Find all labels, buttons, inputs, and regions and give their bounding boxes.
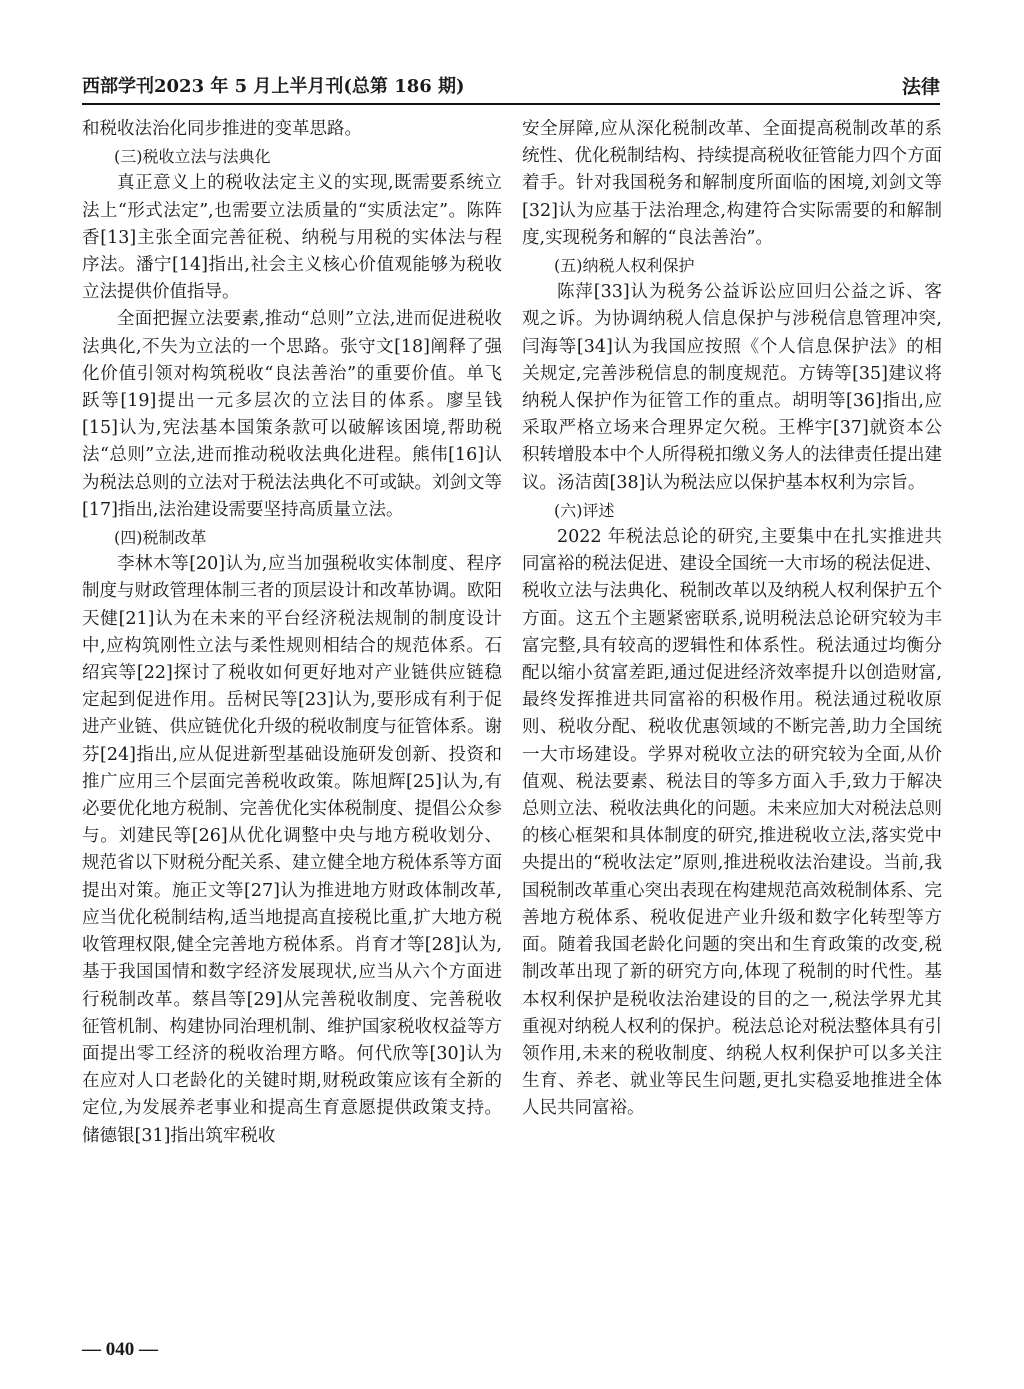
section-heading-6: (六)评述 (554, 500, 615, 520)
section-heading-4: (四)税制改革 (114, 528, 207, 548)
paragraph: 全面把握立法要素,推动“总则”立法,进而促进税收法典化,不失为立法的一个思路。张守文[18]阐释了强化价值引领对构筑税收“良法善治”的重要价值。单飞跃等[19]提出一元多层次的立法目的体系。廖呈钱[15]认为,宪法基本国策条款可以破解该困境,帮助税法“总则”立法,进而推动税收法典化进程。熊伟[16]认为税法总则的立法对于税法法典化不可或缺。刘剑文等[17]指出,法治建设需要坚持高质量立法。 (82, 309, 502, 520)
paragraph: 陈萍[33]认为税务公益诉讼应回归公益之诉、客观之诉。为协调纳税人信息保护与涉税信息管理冲突,闫海等[34]认为我国应按照《个人信息保护法》的相关规定,完善涉税信息的制度规范。方铸等[35]建议将纳税人保护作为征管工作的重点。胡明等[36]指出,应采取严格立场来合理界定欠税。王桦宇[37]就资本公积转增股本中个人所得税扣缴义务人的法律责任提出建议。汤洁茵[38]认为税法应以保护基本权利为宗旨。 (522, 282, 942, 493)
section-label: 法律 (901, 76, 940, 98)
page-number: — 040 — (82, 1339, 158, 1360)
paragraph: 真正意义上的税收法定主义的实现,既需要系统立法上“形式法定”,也需要立法质量的“实质法定”。陈阵香[13]主张全面完善征税、纳税与用税的实体法与程序法。潘宁[14]指出,社会主义核心价值观能够为税收立法提供价值指导。 (82, 173, 502, 303)
left-column (82, 116, 502, 1150)
running-header (82, 70, 940, 104)
right-column (522, 116, 942, 1123)
section-heading-3: (三)税收立法与法典化 (114, 147, 271, 167)
header-rule (82, 103, 940, 105)
paragraph: 和税收法治化同步推进的变革思路。 (82, 119, 362, 139)
journal-title: 西部学刊2023 年 5 月上半月刊(总第 186 期) (82, 76, 465, 97)
paragraph: 李林木等[20]认为,应当加强税收实体制度、程序制度与财政管理体制三者的顶层设计和改革协调。欧阳天健[21]认为在未来的平台经济税法规制的制度设计中,应构筑刚性立法与柔性规则相结合的规范体系。石绍宾等[22]探讨了税收如何更好地对产业链供应链稳定起到促进作用。岳树民等[23]认为,要形成有利于促进产业链、供应链优化升级的税收制度与征管体系。谢芬[24]指出,应从促进新型基础设施研发创新、投资和推广应用三个层面完善税收政策。陈旭辉[25]认为,有必要优化地方税制、完善优化实体税制度、提倡公众参与。刘建民等[26]从优化调整中央与地方税收划分、规范省以下财税分配关系、建立健全地方税体系等方面提出对策。施正文等[27]认为推进地方财政体制改革,应当优化税制结构,适当地提高直接税比重,扩大地方税收管理权限,健全完善地方税体系。肖育才等[28]认为,基于我国国情和数字经济发展现状,应当从六个方面进行税制改革。蔡昌等[29]从完善税收制度、完善税收征管机制、构建协同治理机制、维护国家税收权益等方面提出零工经济的税收治理方略。何代欣等[30]认为在应对人口老龄化的关键时期,财税政策应该有全新的定位,为发展养老事业和提高生育意愿提供政策支持。储德银[31]指出筑牢税收 (82, 554, 502, 1146)
paragraph: 2022 年税法总论的研究,主要集中在扎实推进共同富裕的税法促进、建设全国统一大市场的税法促进、税收立法与法典化、税制改革以及纳税人权利保护五个方面。这五个主题紧密联系,说明税法总论研究较为丰富完整,具有较高的逻辑性和体系性。税法通过均衡分配以缩小贫富差距,通过促进经济效率提升以创造财富,最终发挥推进共同富裕的积极作用。税法通过税收原则、税收分配、税收优惠领域的不断完善,助力全国统一大市场建设。学界对税收立法的研究较为全面,从价值观、税法要素、税法目的等多方面入手,致力于解决总则立法、税收法典化的问题。未来应加大对税法总则的核心框架和具体制度的研究,推进税收立法,落实党中央提出的“税收法定”原则,推进税收法治建设。当前,我国税制改革重心突出表现在构建规范高效税制体系、完善地方税体系、税收促进产业升级和数字化转型等方面。随着我国老龄化问题的突出和生育政策的改变,税制改革出现了新的研究方向,体现了税制的时代性。基本权利保护是税收法治建设的目的之一,税法学界尤其重视对纳税人权利的保护。税法总论对税法整体具有引领作用,未来的税收制度、纳税人权利保护可以多关注生育、养老、就业等民生问题,更扎实稳妥地推进全体人民共同富裕。 (522, 527, 942, 1119)
paragraph: 安全屏障,应从深化税制改革、全面提高税制改革的系统性、优化税制结构、持续提高税收征管能力四个方面着手。针对我国税务和解制度所面临的困境,刘剑文等[32]认为应基于法治理念,构建符合实际需要的和解制度,实现税务和解的“良法善治”。 (522, 119, 942, 248)
section-heading-5: (五)纳税人权利保护 (554, 256, 695, 276)
